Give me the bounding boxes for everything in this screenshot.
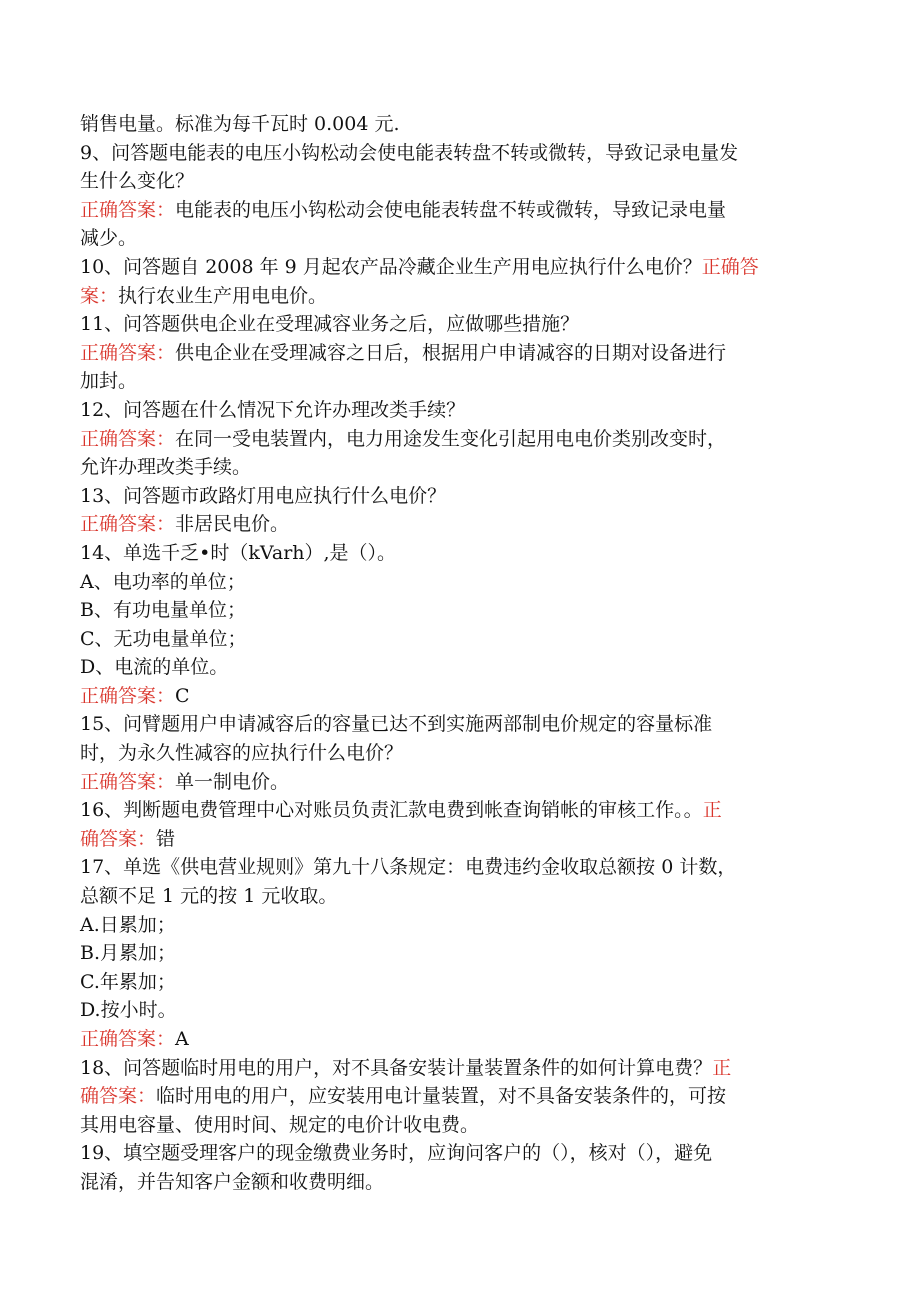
- answer-label: 正确答案：: [80, 513, 176, 536]
- text-line: [80, 882, 820, 911]
- text-line: [80, 853, 820, 882]
- text-line: [80, 1082, 820, 1111]
- text-segment: C.年累加；: [80, 970, 176, 993]
- text-line: [80, 282, 820, 311]
- text-segment: 其用电容量、使用时间、规定的电价计收电费。: [80, 1113, 480, 1136]
- text-line: [80, 682, 820, 711]
- text-line: [80, 1111, 820, 1140]
- text-line: [80, 710, 820, 739]
- text-line: [80, 310, 820, 339]
- text-segment: 执行农业生产用电电价。: [118, 284, 328, 307]
- answer-label: 正确答案：: [80, 1028, 176, 1050]
- answer-label: 正确答案：: [80, 684, 176, 707]
- text-line: [80, 539, 820, 568]
- text-segment: D、电流的单位。: [80, 656, 229, 679]
- text-line: [80, 1168, 820, 1197]
- text-line: [80, 396, 820, 425]
- text-line: [80, 1025, 820, 1054]
- text-line: [80, 1139, 820, 1168]
- answer-label: 正: [712, 1056, 732, 1079]
- text-segment: 销售电量。标准为每千瓦时 0.004 元.: [80, 113, 400, 135]
- text-line: [80, 425, 820, 454]
- text-line: [80, 482, 820, 511]
- text-line: [80, 653, 820, 682]
- answer-label: 确答案：: [80, 827, 157, 850]
- answer-label: 案：: [80, 284, 119, 307]
- text-segment: 允许办理改类手续。: [80, 456, 252, 479]
- text-line: [80, 253, 820, 282]
- text-line: [80, 167, 820, 196]
- text-segment: 17、单选《供电营业规则》第九十八条规定：电费违约金收取总额按 0 计数，: [80, 856, 737, 879]
- text-segment: 10、问答题自 2008 年 9 月起农产品冷藏企业生产用电应执行什么电价？: [80, 255, 702, 278]
- answer-label: 确答案：: [80, 1085, 157, 1108]
- text-line: [80, 139, 820, 168]
- text-line: [80, 224, 820, 253]
- text-line: [80, 939, 820, 968]
- text-line: [80, 968, 820, 997]
- text-line: [80, 911, 820, 940]
- text-segment: 16、判断题电费管理中心对账员负责汇款电费到帐查询销帐的审核工作。。: [80, 799, 703, 822]
- text-segment: B、有功电量单位；: [80, 599, 246, 622]
- text-line: [80, 453, 820, 482]
- text-segment: A.日累加；: [80, 913, 176, 936]
- text-segment: 18、问答题临时用电的用户，对不具备安装计量装置条件的如何计算电费？: [80, 1056, 713, 1079]
- text-segment: 供电企业在受理减容之日后，根据用户申请减容的日期对设备进行: [175, 341, 727, 364]
- text-segment: C: [175, 684, 190, 707]
- text-segment: 9、问答题电能表的电压小钩松动会使电能表转盘不转或微转，导致记录电量发: [80, 141, 739, 164]
- text-line: [80, 367, 820, 396]
- text-line: [80, 825, 820, 854]
- text-segment: 减少。: [80, 227, 138, 250]
- text-line: [80, 196, 820, 225]
- answer-label: 正确答案：: [80, 770, 176, 793]
- text-segment: 时，为永久性减容的应执行什么电价？: [80, 742, 404, 765]
- text-segment: A、电功率的单位；: [80, 570, 246, 593]
- text-line: [80, 996, 820, 1025]
- text-line: [80, 796, 820, 825]
- text-segment: 错: [156, 827, 176, 850]
- text-segment: 14、单选千乏•时（kVarh）,是（）。: [80, 541, 397, 564]
- answer-label: 正确答案：: [80, 427, 176, 450]
- text-segment: D.按小时。: [80, 999, 177, 1022]
- text-line: [80, 596, 820, 625]
- text-segment: 11、问答题供电企业在受理减容业务之后，应做哪些措施？: [80, 313, 580, 336]
- text-segment: A: [175, 1028, 189, 1050]
- text-segment: 生什么变化？: [80, 170, 195, 193]
- text-segment: 临时用电的用户，应安装用电计量装置，对不具备安装条件的，可按: [156, 1085, 727, 1108]
- text-segment: 电能表的电压小钩松动会使电能表转盘不转或微转，导致记录电量: [175, 198, 727, 221]
- text-line: [80, 1054, 820, 1083]
- text-line: [80, 110, 820, 139]
- text-segment: 19、填空题受理客户的现金缴费业务时，应询问客户的（），核对（），避免: [80, 1142, 713, 1165]
- text-segment: 12、问答题在什么情况下允许办理改类手续？: [80, 398, 466, 421]
- text-line: [80, 739, 820, 768]
- text-segment: 单一制电价。: [175, 770, 290, 793]
- text-segment: C、无功电量单位；: [80, 627, 247, 650]
- answer-label: 正: [702, 799, 722, 822]
- text-segment: 15、问臂题用户申请减容后的容量已达不到实施两部制电价规定的容量标准: [80, 713, 713, 736]
- text-segment: 加封。: [80, 370, 138, 393]
- text-line: [80, 339, 820, 368]
- text-segment: 在同一受电装置内，电力用途发生变化引起用电电价类别改变时，: [175, 427, 727, 450]
- answer-label: 正确答案：: [80, 341, 176, 364]
- answer-label: 正确答: [701, 255, 759, 278]
- text-segment: B.月累加；: [80, 942, 177, 965]
- text-segment: 非居民电价。: [175, 513, 290, 536]
- text-line: [80, 625, 820, 654]
- text-segment: 13、问答题市政路灯用电应执行什么电价？: [80, 484, 447, 507]
- text-line: [80, 510, 820, 539]
- text-segment: 混淆，并告知客户金额和收费明细。: [80, 1170, 385, 1193]
- answer-label: 正确答案：: [80, 198, 176, 221]
- text-segment: 总额不足 1 元的按 1 元收取。: [80, 885, 338, 908]
- text-line: [80, 568, 820, 597]
- text-line: [80, 768, 820, 797]
- document-body: [80, 110, 820, 1197]
